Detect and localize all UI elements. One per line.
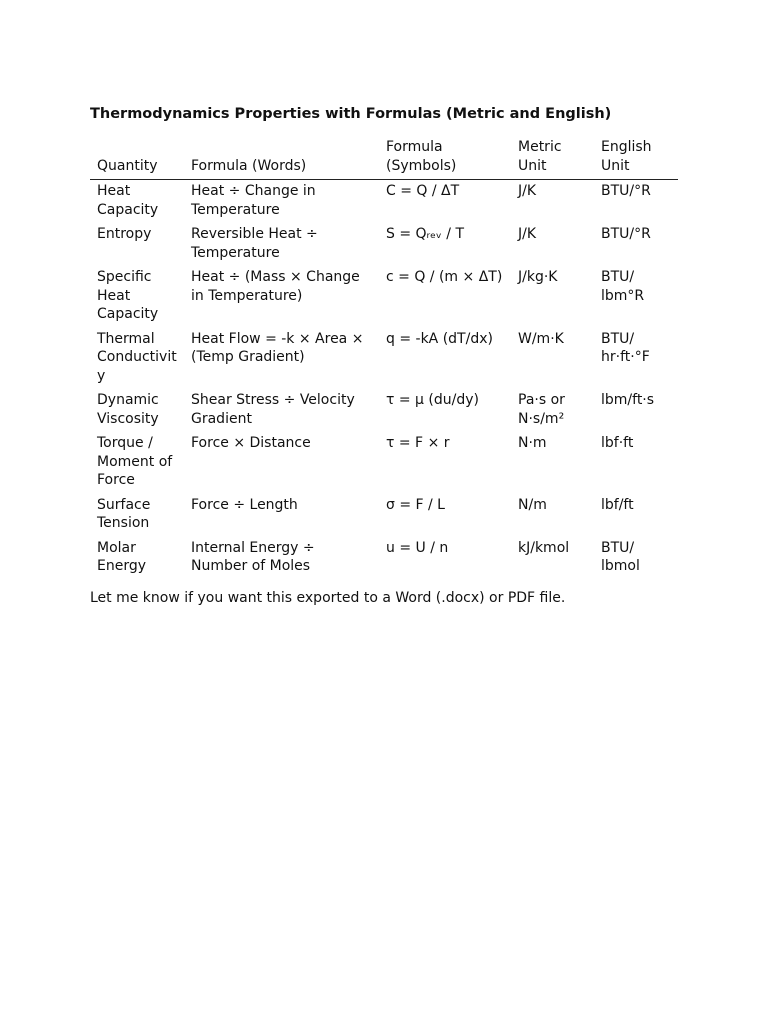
cell-english-unit: BTU/ hr·ft·°F (601, 330, 650, 365)
header-quantity: Quantity (90, 138, 184, 180)
cell-metric-unit: N·m (518, 435, 547, 451)
cell-formula-symbols: τ = μ (du/dy) (386, 392, 479, 408)
table-row (90, 180, 678, 224)
cell-english-unit: lbf·ft (601, 435, 634, 451)
header-row (90, 138, 678, 180)
cell-metric-unit: Pa·s or N·s/m² (518, 392, 565, 427)
cell-metric-unit: J/K (518, 183, 537, 199)
cell-quantity: Entropy (97, 226, 152, 242)
cell-english-unit: lbf/ft (601, 496, 634, 513)
cell-formula-symbols: C = Q / ΔT (386, 183, 460, 199)
document-title: Thermodynamics Properties with Formulas (Metric and English) (90, 106, 612, 122)
cell-english-unit: lbm/ft·s (601, 392, 655, 408)
cell-metric-unit: W/m·K (518, 330, 564, 347)
table-row (90, 223, 678, 266)
cell-metric-unit: N/m (518, 496, 547, 513)
table-header (90, 138, 678, 180)
cell-quantity: Surface Tension (97, 496, 151, 531)
cell-formula-words: Reversible Heat ÷ Temperature (191, 226, 318, 261)
header-formula-symbols: Formula (Symbols) (379, 138, 511, 180)
cell-english-unit: BTU/ lbm°R (601, 269, 645, 304)
cell-formula-words: Heat ÷ (Mass × Change in Temperature) (191, 269, 360, 304)
cell-formula-symbols: τ = F × r (386, 435, 450, 451)
cell-quantity: Molar Energy (97, 539, 147, 574)
properties-table (90, 138, 678, 580)
cell-metric-unit: J/kg·K (518, 269, 558, 285)
footer-note: Let me know if you want this exported to a Word (.docx) or PDF file. (90, 589, 566, 606)
cell-quantity: Specific Heat Capacity (97, 269, 159, 322)
cell-quantity: Thermal Conductivity (97, 330, 177, 384)
table-row (90, 432, 678, 494)
cell-metric-unit: J/K (518, 226, 537, 242)
cell-quantity: Dynamic Viscosity (97, 392, 159, 427)
cell-formula-words: Internal Energy ÷ Number of Moles (191, 539, 315, 574)
cell-metric-unit: kJ/kmol (518, 539, 570, 556)
cell-formula-words: Heat Flow = -k × Area × (Temp Gradient) (191, 330, 364, 365)
cell-formula-symbols: S = Qᵣₑᵥ / T (386, 226, 465, 242)
document-page (90, 104, 680, 608)
table-row (90, 494, 678, 537)
cell-english-unit: BTU/°R (601, 183, 651, 199)
cell-formula-words: Force × Distance (191, 435, 311, 451)
table-body (90, 180, 678, 580)
cell-quantity: Torque / Moment of Force (97, 435, 173, 488)
table-row (90, 266, 678, 328)
cell-english-unit: BTU/°R (601, 226, 651, 242)
header-english-unit: English Unit (594, 138, 678, 180)
cell-formula-words: Heat ÷ Change in Temperature (191, 183, 316, 218)
table-row (90, 537, 678, 580)
cell-english-unit: BTU/ lbmol (601, 539, 640, 574)
cell-formula-symbols: q = -kA (dT/dx) (386, 330, 493, 347)
header-formula-words: Formula (Words) (184, 138, 379, 180)
table-row (90, 328, 678, 390)
cell-formula-words: Shear Stress ÷ Velocity Gradient (191, 392, 355, 427)
cell-formula-symbols: σ = F / L (386, 496, 445, 513)
cell-formula-symbols: u = U / n (386, 539, 449, 556)
cell-formula-symbols: c = Q / (m × ΔT) (386, 269, 503, 285)
cell-formula-words: Force ÷ Length (191, 496, 298, 513)
table-row (90, 389, 678, 432)
cell-quantity: Heat Capacity (97, 183, 159, 218)
header-metric-unit: Metric Unit (511, 138, 594, 180)
